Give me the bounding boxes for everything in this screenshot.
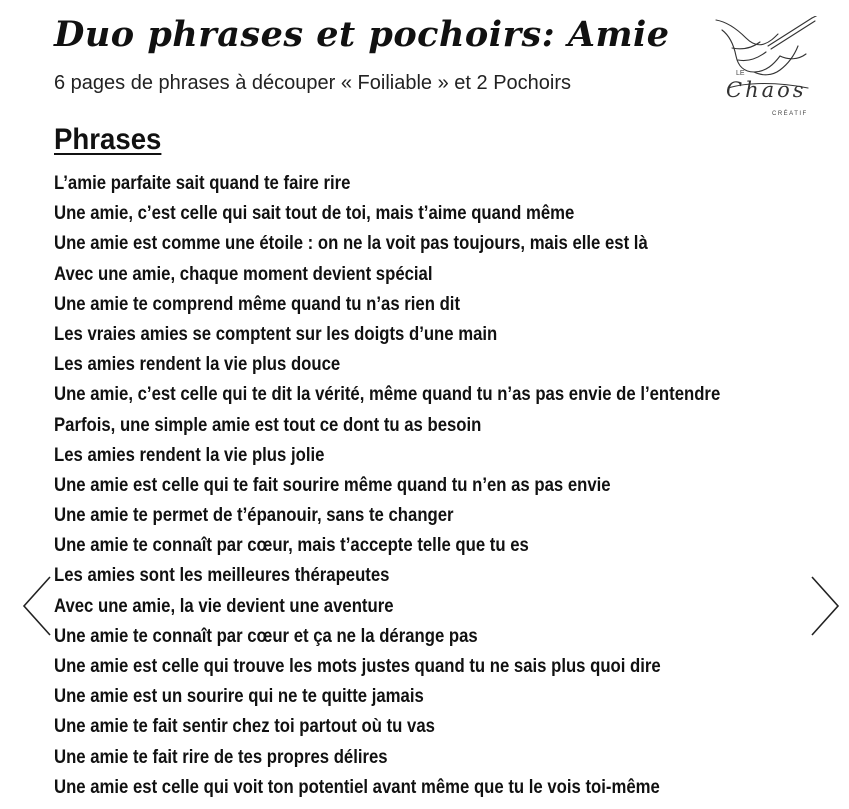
phrase-item: Avec une amie, la vie devient une aventure xyxy=(54,595,394,617)
logo-name: Chaos xyxy=(726,78,807,102)
phrase-item: Une amie te fait sentir chez toi partout où tu vas xyxy=(54,716,435,738)
phrase-item: Une amie est celle qui voit ton potentiel avant même que tu le vois toi-même xyxy=(54,776,660,798)
chevron-right-icon xyxy=(806,575,842,637)
phrase-item: Les amies sont les meilleures thérapeutes xyxy=(54,565,390,587)
page-title: Duo phrases et pochoirs: Amie xyxy=(54,14,670,55)
hand-drawing-icon xyxy=(708,16,828,128)
phrase-item: L’amie parfaite sait quand te faire rire xyxy=(54,173,351,194)
next-page-button[interactable] xyxy=(806,575,842,637)
phrase-item: Une amie te connaît par cœur, mais t’accepte telle que tu es xyxy=(54,535,529,557)
phrase-item: Une amie est celle qui trouve les mots justes quand tu ne sais plus quoi dire xyxy=(54,656,661,677)
phrase-item: Une amie te fait rire de tes propres délires xyxy=(54,746,388,768)
phrase-item: Une amie, c’est celle qui sait tout de toi, mais t’aime quand même xyxy=(54,203,575,225)
logo-le-text: LE xyxy=(736,70,745,77)
phrase-item: Une amie est un sourire qui ne te quitte jamais xyxy=(54,686,424,708)
phrase-item: Une amie est comme une étoile : on ne la voit pas toujours, mais elle est là xyxy=(54,233,648,255)
page-subtitle: 6 pages de phrases à découper « Foiliable » et 2 Pochoirs xyxy=(54,72,572,94)
section-heading: Phrases xyxy=(54,123,162,156)
phrase-item: Une amie te comprend même quand tu n’as rien dit xyxy=(54,293,461,315)
phrase-item: Une amie te connaît par cœur et ça ne la dérange pas xyxy=(54,625,478,647)
chevron-left-icon xyxy=(20,575,56,637)
phrase-list xyxy=(54,169,811,803)
logo-subtitle: CRÉATIF xyxy=(772,111,808,117)
previous-page-button[interactable] xyxy=(20,575,56,637)
brand-logo xyxy=(708,16,828,128)
phrase-item: Les amies rendent la vie plus douce xyxy=(54,354,341,376)
phrase-item: Les amies rendent la vie plus jolie xyxy=(54,444,325,466)
phrase-item: Une amie est celle qui te fait sourire même quand tu n’en as pas envie xyxy=(54,474,611,496)
phrase-item: Avec une amie, chaque moment devient spécial xyxy=(54,263,433,285)
phrase-item: Une amie te permet de t’épanouir, sans te changer xyxy=(54,505,454,527)
phrase-item: Une amie, c’est celle qui te dit la vérité, même quand tu n’as pas envie de l’entendre xyxy=(54,384,721,406)
phrase-item: Les vraies amies se comptent sur les doigts d’une main xyxy=(54,323,498,345)
phrase-item: Parfois, une simple amie est tout ce dont tu as besoin xyxy=(54,414,482,436)
